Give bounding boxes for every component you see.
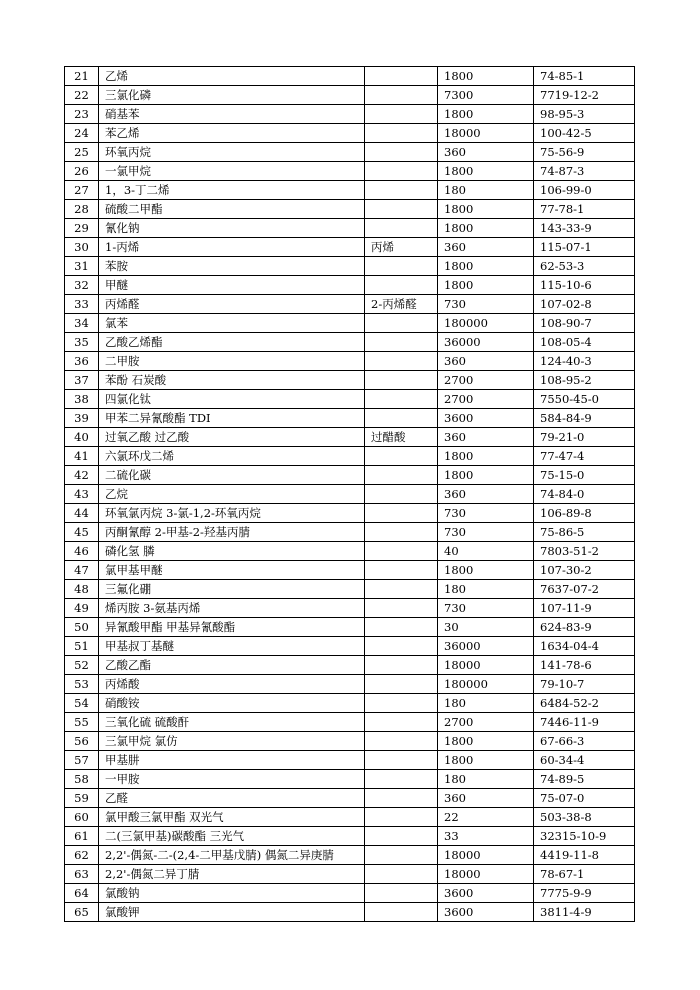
- chemical-name-cell: 甲苯二异氰酸酯 TDI: [99, 409, 365, 428]
- quantity-cell: 730: [438, 523, 534, 542]
- alias-cell: [365, 656, 438, 675]
- table-row: [65, 865, 635, 884]
- row-index-cell: 51: [65, 637, 99, 656]
- alias-cell: [365, 751, 438, 770]
- cas-number-cell: 77-47-4: [534, 447, 635, 466]
- quantity-cell: 1800: [438, 67, 534, 86]
- quantity-cell: 2700: [438, 713, 534, 732]
- row-index-cell: 35: [65, 333, 99, 352]
- row-index-cell: 48: [65, 580, 99, 599]
- cas-number-cell: 4419-11-8: [534, 846, 635, 865]
- quantity-cell: 18000: [438, 124, 534, 143]
- cas-number-cell: 7446-11-9: [534, 713, 635, 732]
- cas-number-cell: 98-95-3: [534, 105, 635, 124]
- table-row: [65, 751, 635, 770]
- quantity-cell: 1800: [438, 751, 534, 770]
- row-index-cell: 32: [65, 276, 99, 295]
- table-row: [65, 143, 635, 162]
- cas-number-cell: 106-99-0: [534, 181, 635, 200]
- quantity-cell: 3600: [438, 409, 534, 428]
- chemical-name-cell: 1，3-丁二烯: [99, 181, 365, 200]
- quantity-cell: 180: [438, 694, 534, 713]
- row-index-cell: 33: [65, 295, 99, 314]
- table-row: [65, 732, 635, 751]
- alias-cell: 丙烯: [365, 238, 438, 257]
- alias-cell: [365, 276, 438, 295]
- row-index-cell: 27: [65, 181, 99, 200]
- alias-cell: [365, 466, 438, 485]
- chemical-name-cell: 过氧乙酸 过乙酸: [99, 428, 365, 447]
- alias-cell: [365, 409, 438, 428]
- cas-number-cell: 107-02-8: [534, 295, 635, 314]
- table-row: [65, 827, 635, 846]
- chemical-name-cell: 三氯化磷: [99, 86, 365, 105]
- table-row: [65, 770, 635, 789]
- row-index-cell: 50: [65, 618, 99, 637]
- alias-cell: [365, 200, 438, 219]
- row-index-cell: 21: [65, 67, 99, 86]
- cas-number-cell: 503-38-8: [534, 808, 635, 827]
- quantity-cell: 180000: [438, 314, 534, 333]
- row-index-cell: 24: [65, 124, 99, 143]
- alias-cell: [365, 390, 438, 409]
- quantity-cell: 36000: [438, 333, 534, 352]
- cas-number-cell: 108-05-4: [534, 333, 635, 352]
- cas-number-cell: 3811-4-9: [534, 903, 635, 922]
- chemical-table: [64, 66, 635, 922]
- chemical-name-cell: 一氯甲烷: [99, 162, 365, 181]
- alias-cell: [365, 371, 438, 390]
- row-index-cell: 39: [65, 409, 99, 428]
- alias-cell: [365, 808, 438, 827]
- alias-cell: [365, 352, 438, 371]
- chemical-name-cell: 苯乙烯: [99, 124, 365, 143]
- quantity-cell: 360: [438, 428, 534, 447]
- table-row: [65, 86, 635, 105]
- quantity-cell: 3600: [438, 884, 534, 903]
- quantity-cell: 40: [438, 542, 534, 561]
- table-row: [65, 333, 635, 352]
- cas-number-cell: 79-21-0: [534, 428, 635, 447]
- chemical-name-cell: 1-丙烯: [99, 238, 365, 257]
- chemical-name-cell: 硫酸二甲酯: [99, 200, 365, 219]
- row-index-cell: 41: [65, 447, 99, 466]
- quantity-cell: 180: [438, 770, 534, 789]
- chemical-name-cell: 氯甲基甲醚: [99, 561, 365, 580]
- table-row: [65, 371, 635, 390]
- chemical-name-cell: 烯丙胺 3-氨基丙烯: [99, 599, 365, 618]
- cas-number-cell: 7775-9-9: [534, 884, 635, 903]
- chemical-name-cell: 氯甲酸三氯甲酯 双光气: [99, 808, 365, 827]
- cas-number-cell: 74-87-3: [534, 162, 635, 181]
- chemical-name-cell: 氯酸钾: [99, 903, 365, 922]
- chemical-name-cell: 氯苯: [99, 314, 365, 333]
- row-index-cell: 29: [65, 219, 99, 238]
- chemical-name-cell: 乙酸乙烯酯: [99, 333, 365, 352]
- row-index-cell: 65: [65, 903, 99, 922]
- chemical-name-cell: 丙烯酸: [99, 675, 365, 694]
- quantity-cell: 1800: [438, 276, 534, 295]
- cas-number-cell: 107-30-2: [534, 561, 635, 580]
- quantity-cell: 730: [438, 599, 534, 618]
- alias-cell: [365, 542, 438, 561]
- chemical-name-cell: 三氧化硫 硫酸酐: [99, 713, 365, 732]
- cas-number-cell: 115-07-1: [534, 238, 635, 257]
- quantity-cell: 2700: [438, 371, 534, 390]
- chemical-name-cell: 2,2'-偶氮二异丁腈: [99, 865, 365, 884]
- table-row: [65, 675, 635, 694]
- table-row: [65, 409, 635, 428]
- quantity-cell: 1800: [438, 105, 534, 124]
- table-row: [65, 447, 635, 466]
- table-row: [65, 656, 635, 675]
- row-index-cell: 22: [65, 86, 99, 105]
- chemical-name-cell: 六氯环戊二烯: [99, 447, 365, 466]
- cas-number-cell: 77-78-1: [534, 200, 635, 219]
- quantity-cell: 730: [438, 295, 534, 314]
- quantity-cell: 7300: [438, 86, 534, 105]
- quantity-cell: 180: [438, 580, 534, 599]
- cas-number-cell: 100-42-5: [534, 124, 635, 143]
- row-index-cell: 53: [65, 675, 99, 694]
- row-index-cell: 62: [65, 846, 99, 865]
- chemical-name-cell: 四氯化钛: [99, 390, 365, 409]
- table-row: [65, 428, 635, 447]
- chemical-name-cell: 环氧氯丙烷 3-氯-1,2-环氧丙烷: [99, 504, 365, 523]
- alias-cell: [365, 67, 438, 86]
- row-index-cell: 30: [65, 238, 99, 257]
- chemical-name-cell: 二(三氯甲基)碳酸酯 三光气: [99, 827, 365, 846]
- quantity-cell: 360: [438, 352, 534, 371]
- table-row: [65, 808, 635, 827]
- alias-cell: [365, 637, 438, 656]
- quantity-cell: 180: [438, 181, 534, 200]
- alias-cell: [365, 694, 438, 713]
- quantity-cell: 1800: [438, 447, 534, 466]
- row-index-cell: 43: [65, 485, 99, 504]
- alias-cell: [365, 827, 438, 846]
- chemical-name-cell: 氰化钠: [99, 219, 365, 238]
- table-row: [65, 523, 635, 542]
- cas-number-cell: 141-78-6: [534, 656, 635, 675]
- table-row: [65, 542, 635, 561]
- table-row: [65, 485, 635, 504]
- alias-cell: [365, 257, 438, 276]
- chemical-name-cell: 三氟化硼: [99, 580, 365, 599]
- alias-cell: [365, 485, 438, 504]
- alias-cell: [365, 770, 438, 789]
- chemical-name-cell: 乙醛: [99, 789, 365, 808]
- row-index-cell: 58: [65, 770, 99, 789]
- cas-number-cell: 67-66-3: [534, 732, 635, 751]
- cas-number-cell: 7637-07-2: [534, 580, 635, 599]
- alias-cell: [365, 162, 438, 181]
- quantity-cell: 3600: [438, 903, 534, 922]
- row-index-cell: 61: [65, 827, 99, 846]
- cas-number-cell: 7550-45-0: [534, 390, 635, 409]
- chemical-name-cell: 甲基肼: [99, 751, 365, 770]
- chemical-name-cell: 异氰酸甲酯 甲基异氰酸酯: [99, 618, 365, 637]
- alias-cell: [365, 865, 438, 884]
- quantity-cell: 1800: [438, 162, 534, 181]
- table-row: [65, 67, 635, 86]
- quantity-cell: 1800: [438, 219, 534, 238]
- table-row: [65, 903, 635, 922]
- alias-cell: [365, 181, 438, 200]
- row-index-cell: 38: [65, 390, 99, 409]
- alias-cell: [365, 124, 438, 143]
- alias-cell: [365, 884, 438, 903]
- cas-number-cell: 62-53-3: [534, 257, 635, 276]
- alias-cell: [365, 447, 438, 466]
- document-page: [64, 66, 634, 922]
- row-index-cell: 44: [65, 504, 99, 523]
- table-row: [65, 504, 635, 523]
- table-row: [65, 162, 635, 181]
- cas-number-cell: 106-89-8: [534, 504, 635, 523]
- quantity-cell: 1800: [438, 732, 534, 751]
- chemical-name-cell: 氯酸钠: [99, 884, 365, 903]
- chemical-name-cell: 一甲胺: [99, 770, 365, 789]
- cas-number-cell: 78-67-1: [534, 865, 635, 884]
- chemical-name-cell: 磷化氢 膦: [99, 542, 365, 561]
- table-row: [65, 694, 635, 713]
- row-index-cell: 25: [65, 143, 99, 162]
- chemical-name-cell: 甲醚: [99, 276, 365, 295]
- alias-cell: [365, 789, 438, 808]
- alias-cell: [365, 903, 438, 922]
- row-index-cell: 47: [65, 561, 99, 580]
- chemical-name-cell: 丙酮氰醇 2-甲基-2-羟基丙腈: [99, 523, 365, 542]
- chemical-name-cell: 乙酸乙酯: [99, 656, 365, 675]
- quantity-cell: 18000: [438, 865, 534, 884]
- chemical-name-cell: 苯胺: [99, 257, 365, 276]
- quantity-cell: 360: [438, 238, 534, 257]
- alias-cell: [365, 86, 438, 105]
- quantity-cell: 1800: [438, 466, 534, 485]
- row-index-cell: 34: [65, 314, 99, 333]
- row-index-cell: 31: [65, 257, 99, 276]
- alias-cell: [365, 599, 438, 618]
- quantity-cell: 360: [438, 143, 534, 162]
- alias-cell: [365, 732, 438, 751]
- table-row: [65, 105, 635, 124]
- chemical-name-cell: 乙烷: [99, 485, 365, 504]
- row-index-cell: 23: [65, 105, 99, 124]
- cas-number-cell: 124-40-3: [534, 352, 635, 371]
- chemical-name-cell: 乙烯: [99, 67, 365, 86]
- row-index-cell: 36: [65, 352, 99, 371]
- row-index-cell: 26: [65, 162, 99, 181]
- chemical-name-cell: 丙烯醛: [99, 295, 365, 314]
- row-index-cell: 46: [65, 542, 99, 561]
- table-row: [65, 561, 635, 580]
- chemical-name-cell: 硝酸铵: [99, 694, 365, 713]
- alias-cell: [365, 105, 438, 124]
- cas-number-cell: 74-89-5: [534, 770, 635, 789]
- cas-number-cell: 75-86-5: [534, 523, 635, 542]
- table-row: [65, 124, 635, 143]
- table-row: [65, 295, 635, 314]
- chemical-name-cell: 二硫化碳: [99, 466, 365, 485]
- cas-number-cell: 107-11-9: [534, 599, 635, 618]
- row-index-cell: 40: [65, 428, 99, 447]
- alias-cell: [365, 846, 438, 865]
- row-index-cell: 60: [65, 808, 99, 827]
- quantity-cell: 36000: [438, 637, 534, 656]
- row-index-cell: 37: [65, 371, 99, 390]
- row-index-cell: 59: [65, 789, 99, 808]
- quantity-cell: 730: [438, 504, 534, 523]
- alias-cell: [365, 504, 438, 523]
- alias-cell: [365, 333, 438, 352]
- alias-cell: [365, 219, 438, 238]
- table-row: [65, 200, 635, 219]
- row-index-cell: 54: [65, 694, 99, 713]
- cas-number-cell: 108-90-7: [534, 314, 635, 333]
- table-row: [65, 257, 635, 276]
- cas-number-cell: 624-83-9: [534, 618, 635, 637]
- table-row: [65, 580, 635, 599]
- table-row: [65, 884, 635, 903]
- quantity-cell: 180000: [438, 675, 534, 694]
- table-row: [65, 352, 635, 371]
- cas-number-cell: 79-10-7: [534, 675, 635, 694]
- cas-number-cell: 115-10-6: [534, 276, 635, 295]
- table-body: [65, 67, 635, 922]
- table-row: [65, 466, 635, 485]
- quantity-cell: 360: [438, 789, 534, 808]
- quantity-cell: 18000: [438, 656, 534, 675]
- table-row: [65, 390, 635, 409]
- quantity-cell: 1800: [438, 200, 534, 219]
- table-row: [65, 713, 635, 732]
- row-index-cell: 63: [65, 865, 99, 884]
- alias-cell: [365, 314, 438, 333]
- row-index-cell: 55: [65, 713, 99, 732]
- quantity-cell: 2700: [438, 390, 534, 409]
- table-row: [65, 599, 635, 618]
- table-row: [65, 846, 635, 865]
- chemical-name-cell: 硝基苯: [99, 105, 365, 124]
- chemical-name-cell: 环氧丙烷: [99, 143, 365, 162]
- quantity-cell: 1800: [438, 257, 534, 276]
- quantity-cell: 22: [438, 808, 534, 827]
- cas-number-cell: 7803-51-2: [534, 542, 635, 561]
- alias-cell: 2-丙烯醛: [365, 295, 438, 314]
- table-row: [65, 618, 635, 637]
- alias-cell: [365, 618, 438, 637]
- table-row: [65, 637, 635, 656]
- row-index-cell: 42: [65, 466, 99, 485]
- alias-cell: [365, 143, 438, 162]
- quantity-cell: 360: [438, 485, 534, 504]
- table-row: [65, 219, 635, 238]
- chemical-name-cell: 苯酚 石炭酸: [99, 371, 365, 390]
- alias-cell: [365, 580, 438, 599]
- row-index-cell: 52: [65, 656, 99, 675]
- cas-number-cell: 74-84-0: [534, 485, 635, 504]
- cas-number-cell: 108-95-2: [534, 371, 635, 390]
- row-index-cell: 57: [65, 751, 99, 770]
- table-row: [65, 314, 635, 333]
- cas-number-cell: 32315-10-9: [534, 827, 635, 846]
- quantity-cell: 33: [438, 827, 534, 846]
- table-row: [65, 276, 635, 295]
- cas-number-cell: 6484-52-2: [534, 694, 635, 713]
- table-row: [65, 181, 635, 200]
- cas-number-cell: 75-15-0: [534, 466, 635, 485]
- quantity-cell: 30: [438, 618, 534, 637]
- chemical-name-cell: 甲基叔丁基醚: [99, 637, 365, 656]
- alias-cell: [365, 713, 438, 732]
- cas-number-cell: 143-33-9: [534, 219, 635, 238]
- cas-number-cell: 74-85-1: [534, 67, 635, 86]
- quantity-cell: 18000: [438, 846, 534, 865]
- row-index-cell: 56: [65, 732, 99, 751]
- chemical-name-cell: 三氯甲烷 氯仿: [99, 732, 365, 751]
- cas-number-cell: 75-56-9: [534, 143, 635, 162]
- cas-number-cell: 60-34-4: [534, 751, 635, 770]
- cas-number-cell: 75-07-0: [534, 789, 635, 808]
- cas-number-cell: 1634-04-4: [534, 637, 635, 656]
- row-index-cell: 45: [65, 523, 99, 542]
- quantity-cell: 1800: [438, 561, 534, 580]
- alias-cell: [365, 523, 438, 542]
- alias-cell: [365, 561, 438, 580]
- row-index-cell: 64: [65, 884, 99, 903]
- chemical-name-cell: 2,2'-偶氮-二-(2,4-二甲基戊腈) 偶氮二异庚腈: [99, 846, 365, 865]
- alias-cell: [365, 675, 438, 694]
- row-index-cell: 28: [65, 200, 99, 219]
- alias-cell: 过醋酸: [365, 428, 438, 447]
- table-row: [65, 238, 635, 257]
- cas-number-cell: 7719-12-2: [534, 86, 635, 105]
- table-row: [65, 789, 635, 808]
- cas-number-cell: 584-84-9: [534, 409, 635, 428]
- row-index-cell: 49: [65, 599, 99, 618]
- chemical-name-cell: 二甲胺: [99, 352, 365, 371]
